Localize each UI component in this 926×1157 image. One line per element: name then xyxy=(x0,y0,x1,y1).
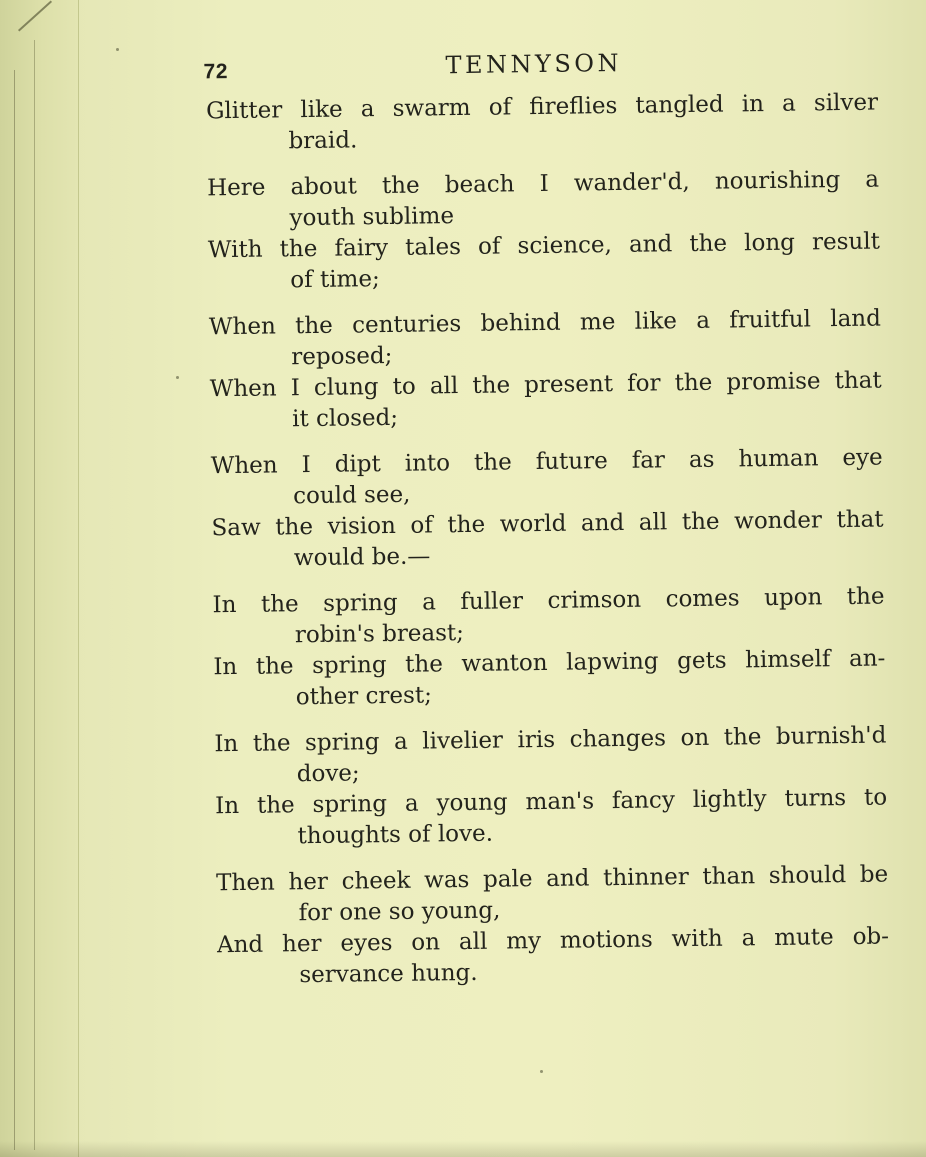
stanza xyxy=(211,443,885,576)
verse-line-continuation: for one so young, xyxy=(298,897,501,927)
verse-line-continuation: would be.— xyxy=(293,543,431,572)
verse-line: In the spring a livelier iris changes on the burnish'd xyxy=(214,722,887,758)
verse-line: In the spring a young man's fancy lightly turns to xyxy=(215,784,888,820)
poem-body xyxy=(206,88,890,1008)
verse-line: Here about the beach I wander'd, nourishing a xyxy=(206,166,880,202)
verse-line-continuation: dove; xyxy=(296,760,360,788)
verse-line: When I clung to all the present for the promise that xyxy=(209,367,882,403)
verse-line-continuation: of time; xyxy=(290,266,380,294)
verse-line: And her eyes on all my motions with a mute ob- xyxy=(216,923,890,959)
verse-line: Saw the vision of the world and all the wonder that xyxy=(211,506,884,542)
verse-line: With the fairy tales of science, and the long result xyxy=(207,228,881,264)
verse-line-continuation: could see, xyxy=(292,481,411,510)
verse-line-continuation: reposed; xyxy=(291,342,393,371)
stanza xyxy=(206,88,879,159)
verse-line: When the centuries behind me like a fruitful land xyxy=(208,305,882,341)
verse-line-continuation: it closed; xyxy=(291,404,399,433)
verse-line: Glitter like a swarm of fireflies tangled in a silver xyxy=(205,89,879,125)
stanza xyxy=(209,304,883,437)
verse-line-continuation: robin's breast; xyxy=(294,620,465,649)
stanza xyxy=(216,859,890,992)
stanza xyxy=(212,581,886,714)
page-bottom-shadow xyxy=(0,1141,926,1157)
verse-line-continuation: braid. xyxy=(288,127,358,155)
verse-line: Then her cheek was pale and thinner than should be xyxy=(216,861,889,897)
verse-line-continuation: youth sublime xyxy=(289,203,455,232)
stanza xyxy=(207,165,881,298)
verse-line-continuation: thoughts of love. xyxy=(297,820,494,850)
verse-line-continuation: other crest; xyxy=(295,682,433,711)
verse-line-continuation: servance hung. xyxy=(299,959,478,989)
page-number: 72 xyxy=(203,60,229,84)
stanza xyxy=(214,720,888,853)
verse-line: In the spring a fuller crimson comes upon the xyxy=(212,583,885,619)
running-title: TENNYSON xyxy=(445,48,623,80)
verse-line: When I dipt into the future far as human eye xyxy=(210,444,883,480)
verse-line: In the spring the wanton lapwing gets himself an- xyxy=(213,645,886,681)
